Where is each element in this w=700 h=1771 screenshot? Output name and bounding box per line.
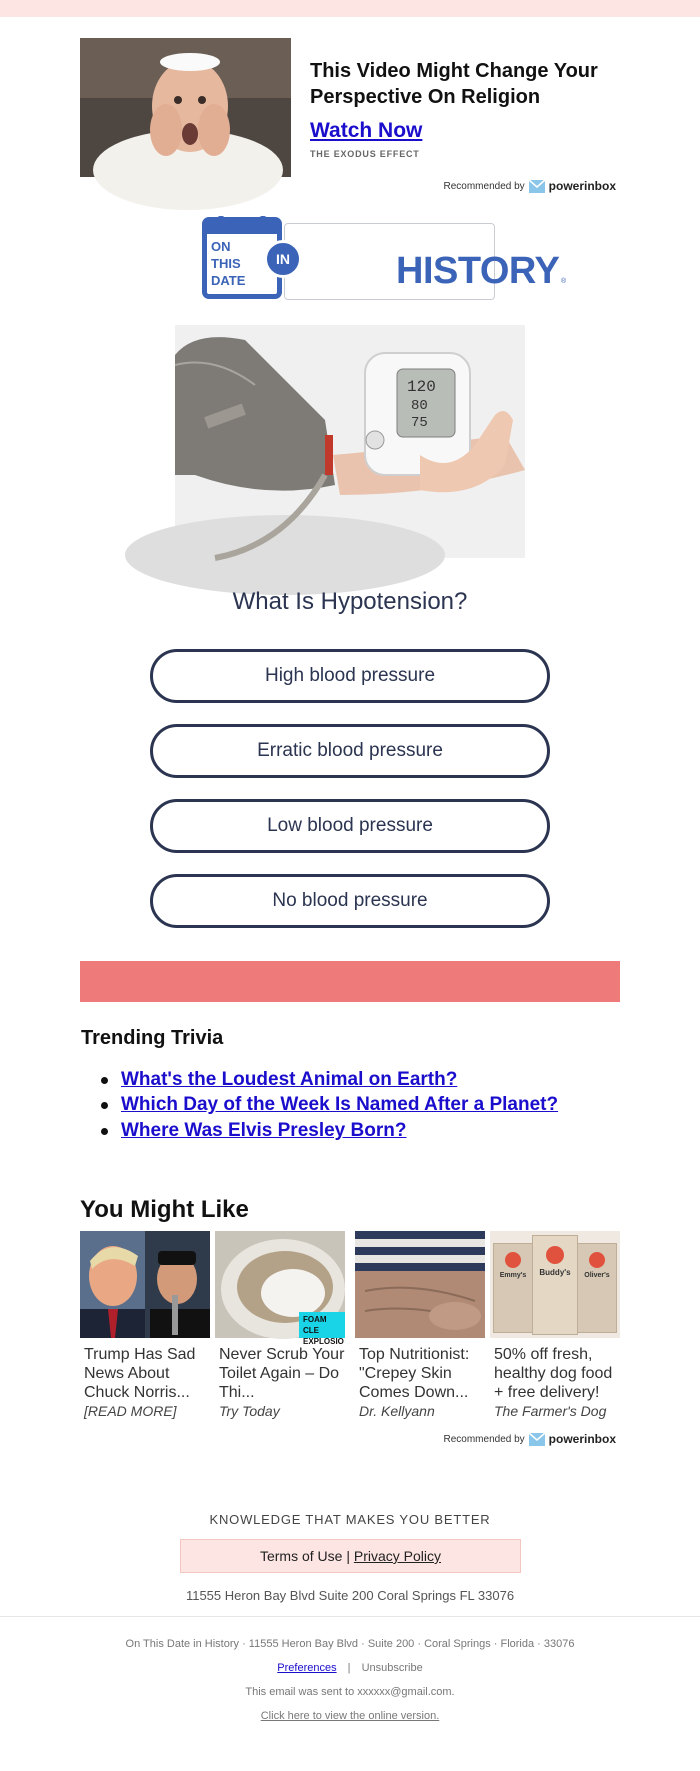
online-version-line (0, 1710, 700, 1722)
trending-item (101, 1118, 558, 1143)
answer-option-3[interactable]: Low blood pressure (150, 799, 550, 853)
sponsored-ad[interactable] (80, 38, 620, 178)
trending-link-3[interactable]: Where Was Elvis Presley Born? (121, 1120, 407, 1141)
card-image[interactable] (80, 1231, 210, 1338)
trending-link-1[interactable]: What's the Loudest Animal on Earth? (121, 1069, 458, 1090)
footer-address: 11555 Heron Bay Blvd Suite 200 Coral Springs FL 33076 (185, 1588, 515, 1603)
answer-option-1[interactable]: High blood pressure (150, 649, 550, 703)
card-image[interactable] (355, 1231, 485, 1338)
footer-pipe: | (347, 1662, 351, 1674)
blood-pressure-image (175, 325, 525, 558)
answer-option-2[interactable]: Erratic blood pressure (150, 724, 550, 778)
powerinbox-name: powerinbox (548, 179, 616, 193)
ad-headline[interactable]: This Video Might Change Your Perspective On Religion (310, 60, 598, 108)
watch-now-link[interactable]: Watch Now (310, 119, 423, 142)
calendar-text: ON THIS DATE (211, 239, 246, 288)
card-title[interactable]: 50% off fresh, healthy dog food + free delivery! (494, 1346, 613, 1401)
card-title[interactable]: Never Scrub Your Toilet Again – Do Thi... (219, 1346, 345, 1401)
dog-food-pack-3: Oliver's (577, 1243, 617, 1333)
dog-food-pack-2: Buddy's (532, 1235, 578, 1335)
unsubscribe-link[interactable]: Unsubscribe (361, 1662, 423, 1674)
trending-item (101, 1092, 558, 1117)
powerinbox-logo-icon (529, 1433, 545, 1446)
card-source[interactable]: Dr. Kellyann (359, 1403, 435, 1419)
preferences-link[interactable]: Preferences (277, 1662, 337, 1674)
card-source[interactable]: The Farmer's Dog (494, 1403, 607, 1419)
card-image[interactable] (215, 1231, 345, 1346)
trending-link-2[interactable]: Which Day of the Week Is Named After a Planet? (121, 1094, 559, 1115)
recommendation-card-4[interactable] (490, 1231, 620, 1420)
company-address-line: On This Date in History · 11555 Heron Bay Blvd · Suite 200 · Coral Springs · Florida · 33076 (125, 1638, 575, 1650)
card-title[interactable]: Trump Has Sad News About Chuck Norris... (84, 1346, 196, 1401)
powerinbox-name: powerinbox (548, 1432, 616, 1446)
legal-separator: | (346, 1548, 350, 1564)
recommendation-cards (80, 1231, 620, 1421)
footer-tagline: KNOWLEDGE THAT MAKES YOU BETTER (209, 1512, 491, 1527)
recommended-by-bottom[interactable] (444, 1432, 617, 1446)
recommended-by-top[interactable] (444, 179, 617, 193)
recommendation-card-3[interactable] (355, 1231, 485, 1420)
sent-to-line: This email was sent to xxxxxx@gmail.com. (245, 1686, 455, 1698)
recommendation-card-1[interactable] (80, 1231, 210, 1420)
legal-links (180, 1539, 521, 1573)
recommendation-card-2[interactable] (215, 1231, 345, 1420)
recommended-by-label: Recommended by (443, 1433, 525, 1445)
card-source[interactable]: Try Today (219, 1403, 280, 1419)
logo-wordmark-box (284, 223, 567, 300)
footer-divider (0, 1616, 700, 1617)
preferences-line (0, 1662, 700, 1674)
recommended-by-label: Recommended by (443, 180, 525, 192)
trending-item (101, 1067, 558, 1092)
card-source[interactable]: [READ MORE] (84, 1403, 177, 1419)
card-badge: FOAM CLE EXPLOSIO (299, 1312, 345, 1338)
privacy-policy-link[interactable]: Privacy Policy (353, 1548, 442, 1564)
svg-text:75: 75 (411, 415, 428, 431)
logo-wordmark: HISTORY (396, 250, 560, 292)
quiz-question: What Is Hypotension? (232, 588, 468, 615)
svg-text:120: 120 (407, 378, 436, 396)
online-version-link[interactable]: Click here to view the online version. (260, 1710, 440, 1722)
powerinbox-logo-icon (529, 180, 545, 193)
answer-option-4[interactable]: No blood pressure (150, 874, 550, 928)
dog-food-pack-1: Emmy's (493, 1243, 533, 1333)
card-image[interactable] (490, 1231, 620, 1338)
ad-image[interactable] (80, 38, 291, 177)
card-title[interactable]: Top Nutritionist: "Crepey Skin Comes Down... (359, 1346, 470, 1401)
on-this-date-logo[interactable] (202, 213, 567, 301)
trending-heading: Trending Trivia (81, 1027, 224, 1049)
top-accent-bar (0, 0, 700, 17)
trending-list (101, 1067, 558, 1143)
in-badge: IN (264, 240, 302, 278)
section-divider-bar (80, 961, 620, 1002)
ad-brand: THE EXODUS EFFECT (310, 149, 420, 159)
recommendations-heading: You Might Like (80, 1196, 249, 1223)
registered-mark: ® (561, 278, 567, 285)
terms-of-use-link[interactable]: Terms of Use (259, 1548, 343, 1564)
svg-text:80: 80 (411, 398, 428, 414)
